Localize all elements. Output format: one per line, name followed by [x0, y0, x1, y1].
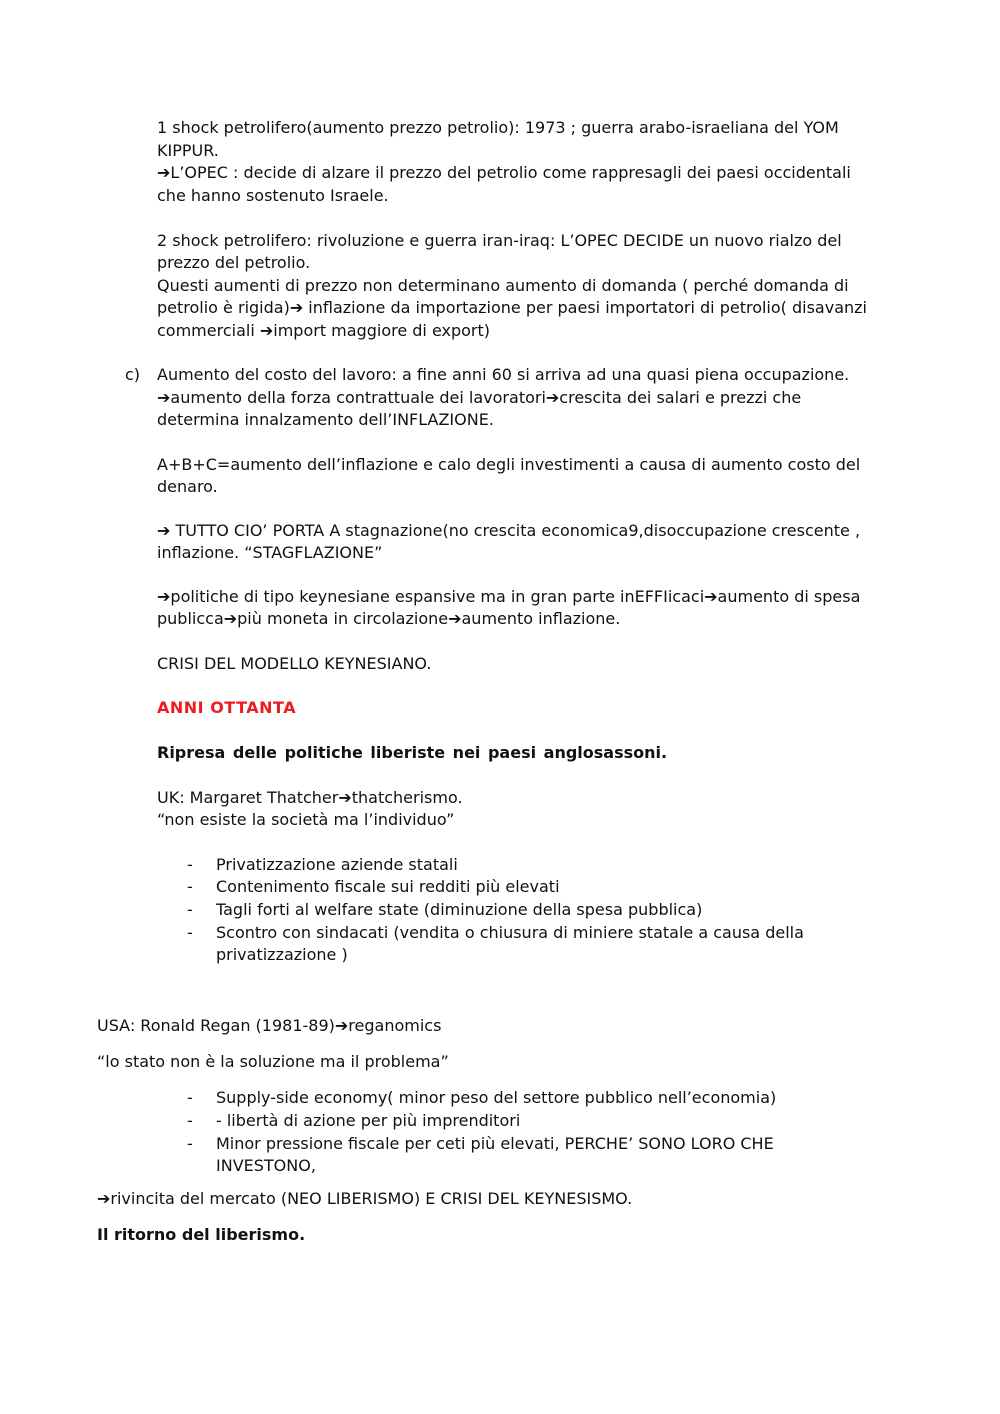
bullet-dash: - [187, 1088, 193, 1107]
subheading-politiche-liberiste: Ripresa delle politiche liberiste nei paesi anglosassoni. [157, 743, 668, 762]
uk-bullet-item-continuation: privatizzazione ) [216, 945, 348, 964]
bullet-dash: - [187, 877, 193, 896]
uk-bullet-item: Contenimento fiscale sui redditi più elevati [216, 877, 560, 896]
shock2-line-3: Questi aumenti di prezzo non determinano aumento di domanda ( perché domanda di [157, 276, 849, 295]
usa-bullet-item: Minor pressione fiscale per ceti più elevati, PERCHE’ SONO LORO CHE [216, 1134, 774, 1153]
usa-bullet-item: Supply-side economy( minor peso del settore pubblico nell’economia) [216, 1088, 777, 1107]
heading-anni-ottanta: ANNI OTTANTA [157, 698, 297, 717]
politiche-line-1: ➔politiche di tipo keynesiane espansive ma in gran parte inEFFIicaci➔aumento di spesa [157, 587, 861, 606]
usa-bullet-item-continuation: INVESTONO, [216, 1156, 316, 1175]
shock1-line-3: ➔L’OPEC : decide di alzare il prezzo del petrolio come rappresagli dei paesi occidentali [157, 163, 851, 182]
bullet-dash: - [187, 1111, 193, 1130]
point-c-line-2: ➔aumento della forza contrattuale dei lavoratori➔crescita dei salari e prezzi che [157, 388, 802, 407]
uk-bullet-item: Tagli forti al welfare state (diminuzione della spesa pubblica) [216, 900, 703, 919]
bullet-dash: - [187, 855, 193, 874]
point-c-line-3: determina innalzamento dell’INFLAZIONE. [157, 410, 494, 429]
shock1-line-1: 1 shock petrolifero(aumento prezzo petrolio): 1973 ; guerra arabo-israeliana del YOM [157, 118, 839, 137]
list-marker-c: c) [125, 365, 141, 384]
shock2-line-1: 2 shock petrolifero: rivoluzione e guerra iran-iraq: L’OPEC DECIDE un nuovo rialzo del [157, 231, 842, 250]
abc-line-2: denaro. [157, 477, 218, 496]
stagflazione-line-2: inflazione. “STAGFLAZIONE” [157, 543, 383, 562]
uk-bullet-item: Scontro con sindacati (vendita o chiusura di miniere statale a causa della [216, 923, 804, 942]
crisi-modello-keynesiano: CRISI DEL MODELLO KEYNESIANO. [157, 654, 432, 673]
shock1-line-4: che hanno sostenuto Israele. [157, 186, 389, 205]
point-c-line-1: Aumento del costo del lavoro: a fine anni 60 si arriva ad una quasi piena occupazione. [157, 365, 850, 384]
shock1-line-2: KIPPUR. [157, 141, 219, 160]
uk-bullet-item: Privatizzazione aziende statali [216, 855, 458, 874]
ritorno-liberismo: Il ritorno del liberismo. [97, 1225, 306, 1244]
bullet-dash: - [187, 923, 193, 942]
bullet-dash: - [187, 1134, 193, 1153]
uk-line-1: UK: Margaret Thatcher➔thatcherismo. [157, 788, 463, 807]
politiche-line-2: publicca➔più moneta in circolazione➔aumento inflazione. [157, 609, 621, 628]
shock2-line-4: petrolio è rigida)➔ inflazione da importazione per paesi importatori di petrolio( disavanzi [157, 298, 867, 317]
rivincita-mercato: ➔rivincita del mercato (NEO LIBERISMO) E CRISI DEL KEYNESISMO. [97, 1189, 633, 1208]
bullet-dash: - [187, 900, 193, 919]
uk-line-2: “non esiste la società ma l’individuo” [157, 810, 455, 829]
shock2-line-2: prezzo del petrolio. [157, 253, 311, 272]
usa-bullet-item: - libertà di azione per più imprenditori [216, 1111, 521, 1130]
shock2-line-5: commerciali ➔import maggiore di export) [157, 321, 491, 340]
stagflazione-line-1: ➔ TUTTO CIO’ PORTA A stagnazione(no crescita economica9,disoccupazione crescente , [157, 521, 861, 540]
usa-line-2: “lo stato non è la soluzione ma il problema” [97, 1052, 449, 1071]
abc-line-1: A+B+C=aumento dell’inflazione e calo degli investimenti a causa di aumento costo del [157, 455, 861, 474]
usa-line-1: USA: Ronald Regan (1981-89)➔reganomics [97, 1016, 442, 1035]
